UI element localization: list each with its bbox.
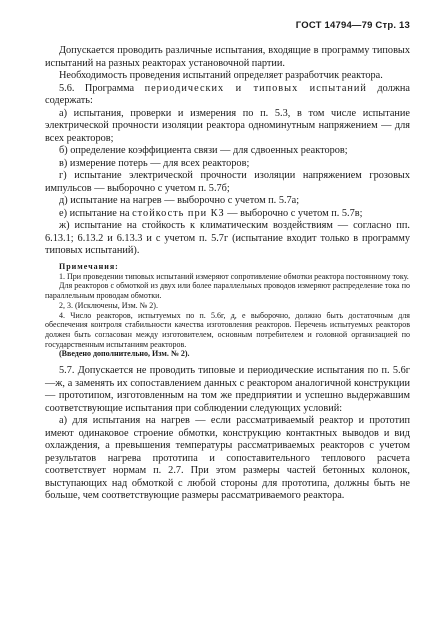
note: Для реакторов с обмоткой из двух или более параллельных проводов измеряют распределение тока по параллельным проводам обмотки. [45, 281, 410, 301]
paragraph: Необходимость проведения испытаний определяет разработчик реактора. [59, 70, 383, 81]
page-header: ГОСТ 14794—79 Стр. 13 [295, 20, 410, 31]
notes-block [45, 262, 410, 360]
main-text-2 [45, 365, 410, 503]
list-item-zh: ж) испытание на стойкость к климатическим воздействиям — согласно пп. 6.13.1; 6.13.2 и 6.13.3 и с учетом п. 5.7г (испытание входит только в программу типовых испытаний). [45, 220, 410, 256]
paragraph-5-7: 5.7. Допускается не проводить типовые и периодические испытания по п. 5.6г—ж, а заменять их сопоставлением данных с реактором аналогичной конструкции — прототипом, изготовленным на том же предприятии и успешно выдержавшим соответствующие испытания при соблюдении следующих условий: [45, 365, 410, 414]
paragraph: 5.6. Программа периодических и типовых испытаний должна содержать: [45, 82, 410, 106]
list-item-a: а) испытания, проверки и измерения по п. 5.3, в том числе испытание электрической прочности изоляции реактора одноминутным напряжением — для всех реакторов; [45, 107, 410, 144]
list-item-d: д) испытание на нагрев — выборочно с учетом п. 5.7а; [59, 195, 300, 206]
paragraph: Допускается проводить различные испытания, входящие в программу типовых испытаний на разных реакторах установочной партии. [45, 45, 410, 69]
note: 2, 3. (Исключены, Изм. № 2). [59, 300, 158, 310]
list-item-v: в) измерение потерь — для всех реакторов; [59, 157, 250, 169]
list-item-e: е) испытание на стойкость при КЗ — выборочно с учетом п. 5.7в; [59, 207, 363, 219]
list-item-g: г) испытание электрической прочности изоляции напряжением грозовых импульсов — выборочно с учетом п. 5.7б; [45, 170, 410, 194]
main-text-1 [45, 45, 410, 258]
note: 4. Число реакторов, испытуемых по п. 5.6г, д, е выборочно, должно быть достаточным для обеспечения контроля стабильности качества изготовления реакторов. Перечень испытуемых реакторов должен быть согласован между изготовителем, основным потребителем и головной организацией по государственным испытаниям реакторов. [45, 310, 410, 349]
paragraph: а) для испытания на нагрев — если рассматриваемый реактор и прототип имеют одинаковое строение обмотки, конструкцию контактных выводов и вид охлаждения, а превышения температуры рассматриваемых реакторов с учетом результатов нагрева прототипа и сопоставительного теплового расчета соответствует нормам п. 2.7. При этом размеры частей бетонных колонок, выступающих над обмоткой с любой стороны для прототипа, должны быть не больше, чем соответствующие размеры рассматриваемого реактора. [45, 415, 410, 502]
amendment-note: (Введено дополнительно, Изм. № 2). [59, 349, 190, 359]
notes-title: Примечания: [59, 261, 119, 271]
list-item-b: б) определение коэффициента связи — для сдвоенных реакторов; [59, 145, 348, 156]
note: 1. При проведении типовых испытаний измеряют сопротивление обмотки реактора постоянному току. [59, 271, 409, 281]
